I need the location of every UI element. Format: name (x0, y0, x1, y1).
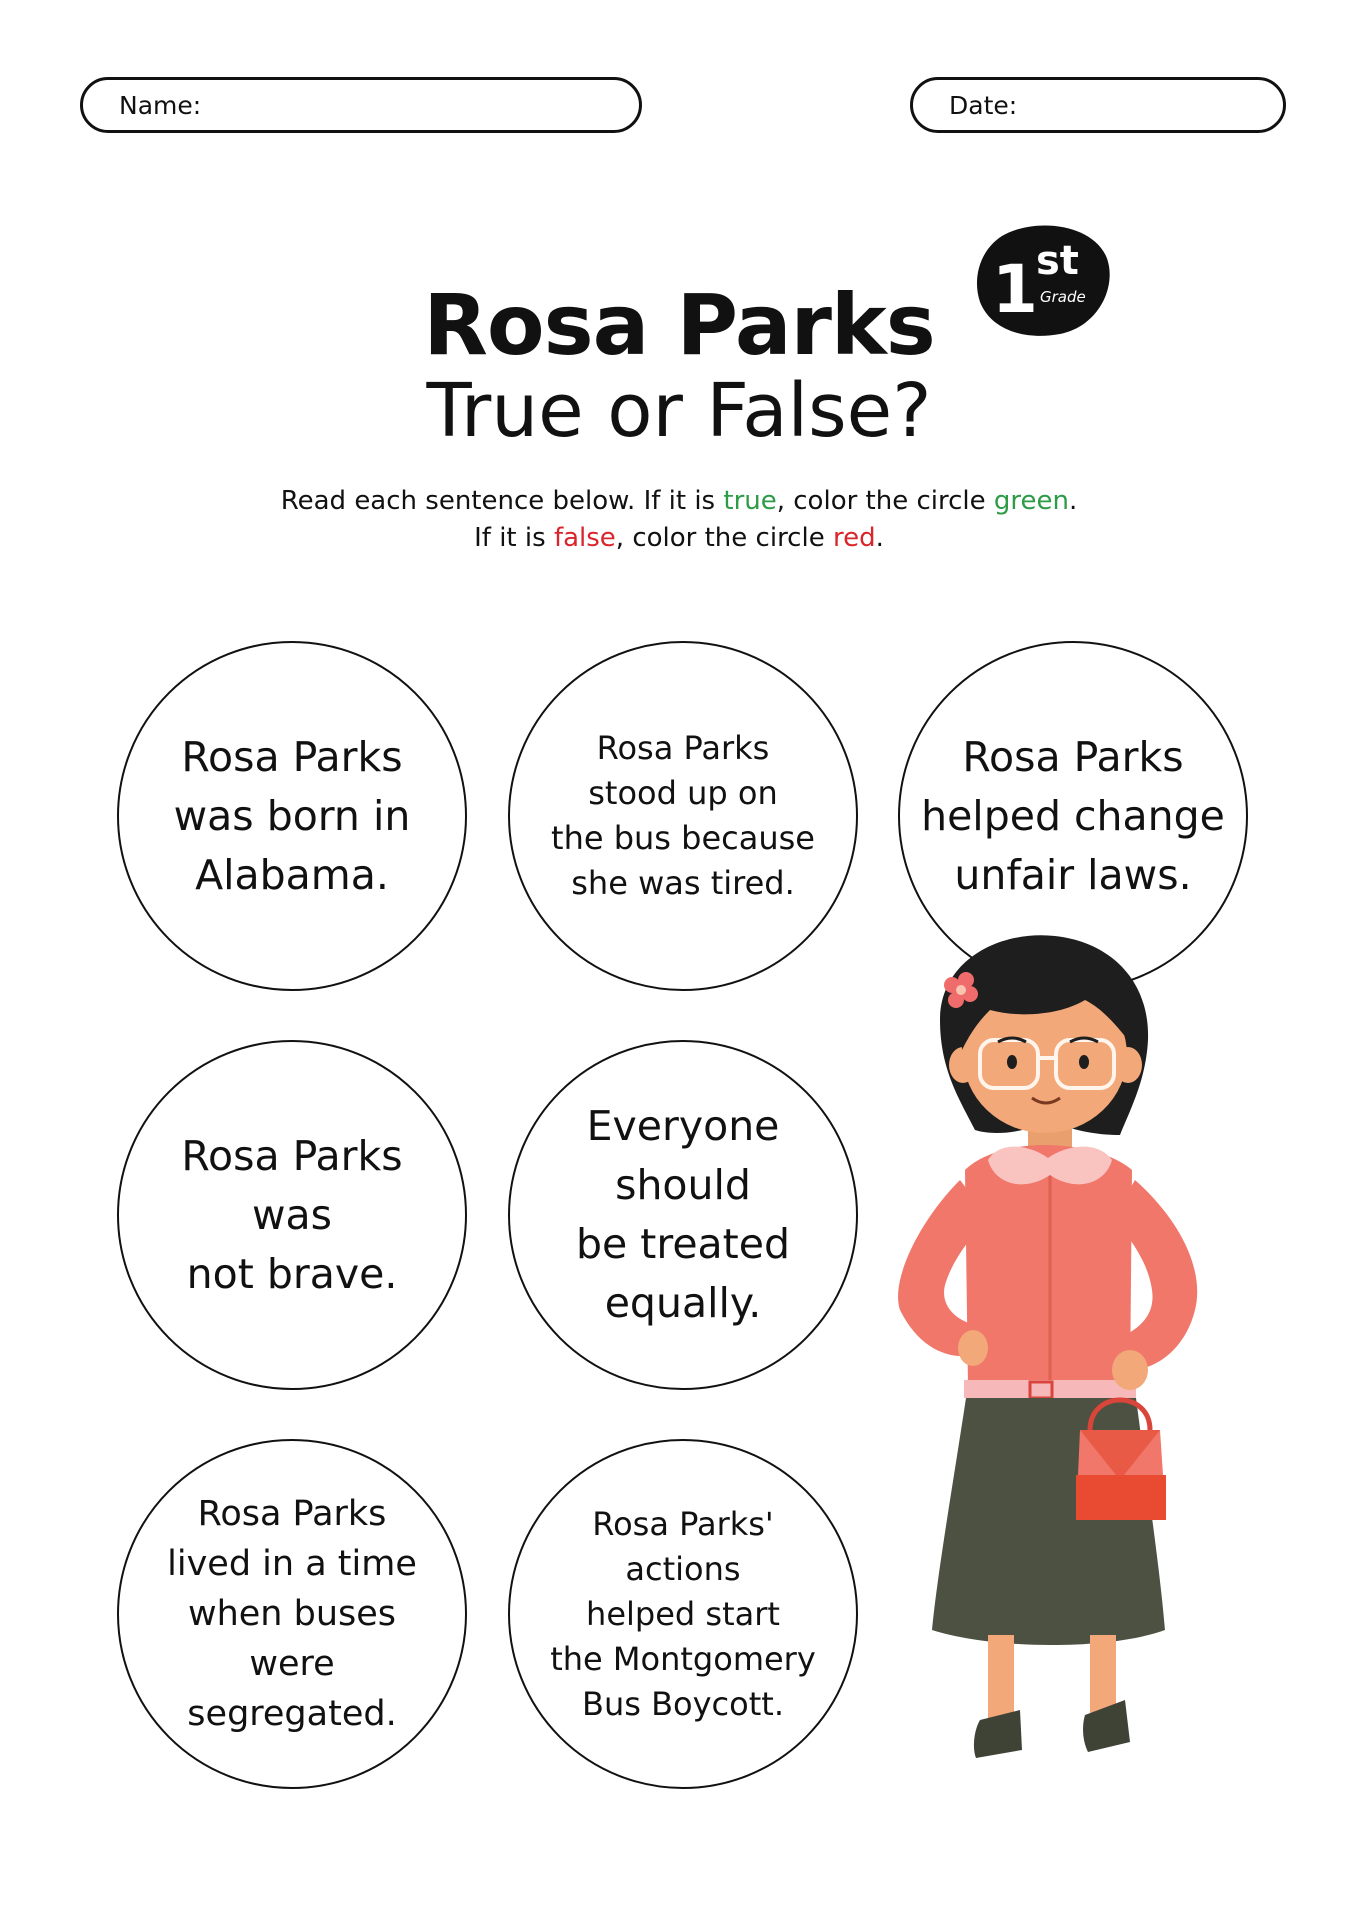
grade-label: Grade (1040, 288, 1086, 306)
hand-left (958, 1330, 988, 1366)
statement-circle-1[interactable]: Rosa Parks was born in Alabama. (117, 641, 467, 991)
bag-bottom (1076, 1475, 1166, 1520)
date-label: Date: (949, 90, 1018, 120)
statement-circle-7[interactable]: Rosa Parks' actions helped start the Montgomery Bus Boycott. (508, 1439, 858, 1789)
statement-circle-2[interactable]: Rosa Parks stood up on the bus because she was tired. (508, 641, 858, 991)
eye-left (1007, 1055, 1017, 1069)
instructions-text: , color the circle (776, 486, 994, 516)
rosa-parks-illustration (880, 930, 1220, 1770)
shoe-left (974, 1710, 1022, 1758)
ear-right (1114, 1047, 1142, 1083)
name-label: Name: (119, 90, 202, 120)
statement-circle-4[interactable]: Rosa Parks was not brave. (117, 1040, 467, 1390)
true-word: true (723, 486, 777, 516)
statement-circle-3[interactable]: Rosa Parks helped change unfair laws. (898, 641, 1248, 991)
green-word: green (993, 486, 1069, 516)
name-field[interactable] (80, 77, 642, 133)
grade-suffix: st (1036, 238, 1079, 284)
ear-left (949, 1047, 977, 1083)
instructions-text: , color the circle (615, 523, 833, 553)
instructions-text: If it is (474, 523, 554, 553)
grade-number: 1 (992, 251, 1038, 328)
instructions-text: . (875, 523, 884, 553)
red-word: red (832, 523, 876, 553)
statement-circle-6[interactable]: Rosa Parks lived in a time when buses were segregated. (117, 1439, 467, 1789)
eye-right (1079, 1055, 1089, 1069)
false-word: false (553, 523, 616, 553)
instructions-text: Read each sentence below. If it is (280, 486, 724, 516)
date-field[interactable] (910, 77, 1286, 133)
instructions-text: . (1069, 486, 1078, 516)
instructions-line-1 (0, 486, 1358, 516)
grade-badge (972, 222, 1112, 342)
page-subtitle: True or False? (426, 368, 932, 454)
instructions-line-2 (0, 523, 1358, 553)
hand-right (1112, 1350, 1148, 1390)
statement-circle-5[interactable]: Everyone should be treated equally. (508, 1040, 858, 1390)
page-title: Rosa Parks (423, 276, 935, 374)
